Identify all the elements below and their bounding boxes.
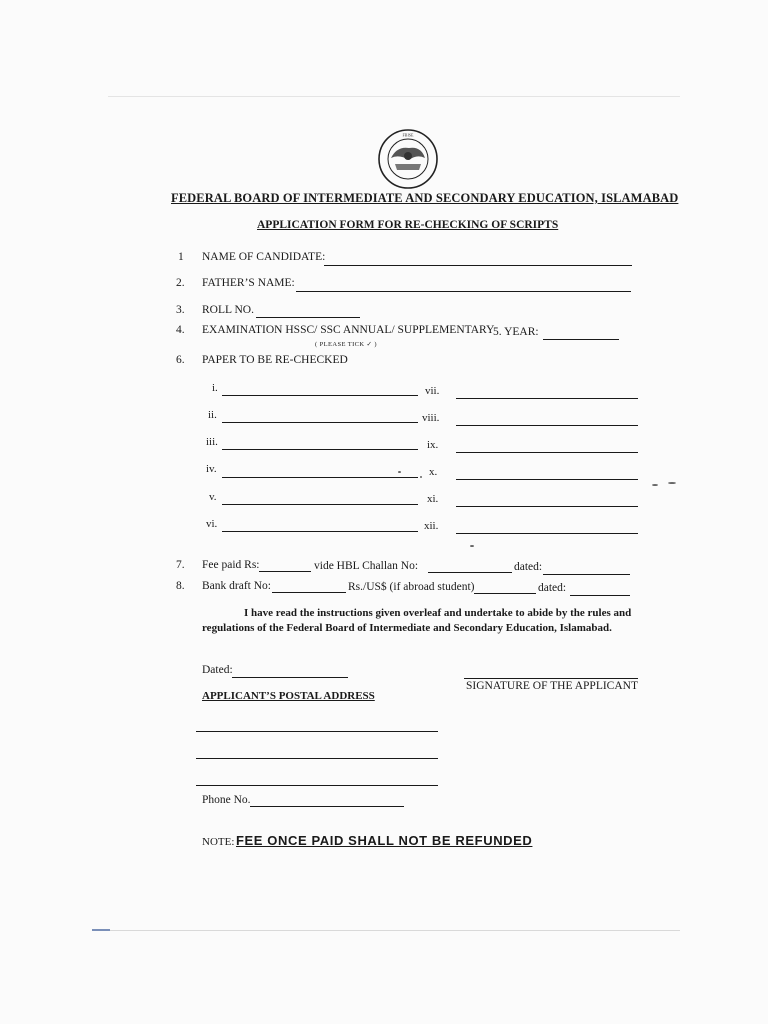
board-title: FEDERAL BOARD OF INTERMEDIATE AND SECONDARY EDUCATION, ISLAMABAD: [171, 191, 679, 205]
challan-no-label: vide HBL Challan No:: [314, 560, 419, 572]
paper-number: iv.: [206, 463, 217, 475]
scan-speck: [470, 545, 474, 547]
signature-label: SIGNATURE OF THE APPLICANT: [466, 680, 638, 692]
svg-text:FBISE: FBISE: [402, 132, 414, 138]
year-label: 5. YEAR:: [493, 326, 539, 338]
paper-field[interactable]: [456, 425, 638, 426]
field-number: 4.: [176, 324, 185, 336]
dated-field[interactable]: [232, 677, 348, 678]
fee-amount-field[interactable]: [259, 571, 311, 572]
challan-no-field[interactable]: [428, 572, 512, 573]
currency-label: Rs./US$ (if abroad student): [348, 581, 475, 593]
father-name-label: FATHER’S NAME:: [202, 277, 295, 289]
field-number: 6.: [176, 354, 185, 366]
bank-amount-field[interactable]: [474, 593, 536, 594]
field-number: 1: [178, 251, 184, 263]
paper-rechecked-label: PAPER TO BE RE-CHECKED: [202, 354, 348, 366]
candidate-name-field[interactable]: [324, 265, 632, 266]
field-number: 8.: [176, 580, 185, 592]
signature-field[interactable]: [464, 678, 638, 679]
paper-number: i.: [212, 382, 218, 394]
paper-number: vii.: [425, 385, 440, 397]
dated-label: Dated:: [202, 664, 233, 676]
address-line-field[interactable]: [196, 785, 438, 786]
bank-draft-label: Bank draft No:: [202, 580, 271, 592]
field-number: 3.: [176, 304, 185, 316]
note-label: NOTE:: [202, 836, 235, 848]
paper-field[interactable]: [456, 533, 638, 534]
address-line-field[interactable]: [196, 758, 438, 759]
paper-number: ii.: [208, 409, 217, 421]
field-number: 2.: [176, 277, 185, 289]
phone-label: Phone No.: [202, 794, 251, 806]
fee-dated-label: dated:: [514, 561, 543, 573]
paper-field[interactable]: [222, 531, 418, 532]
bank-draft-field[interactable]: [272, 592, 346, 593]
scan-speck: [398, 471, 401, 473]
scan-speck: [420, 476, 422, 478]
paper-field[interactable]: [222, 504, 418, 505]
field-number: 7.: [176, 559, 185, 571]
declaration-text: I have read the instructions given overleaf and undertake to abide by the rules and regulations of the Federal Board of Intermediate and Secondary Education, Islamabad.: [202, 607, 632, 634]
paper-number: xi.: [427, 493, 439, 505]
paper-field[interactable]: [222, 395, 418, 396]
paper-field[interactable]: [222, 422, 418, 423]
bank-dated-label: dated:: [538, 582, 567, 594]
address-line-field[interactable]: [196, 731, 438, 732]
fee-dated-field[interactable]: [543, 574, 630, 575]
paper-number: vi.: [206, 518, 218, 530]
paper-number: x.: [429, 466, 438, 478]
examination-label: EXAMINATION HSSC/ SSC ANNUAL/ SUPPLEMENTARY: [202, 324, 495, 336]
phone-field[interactable]: [250, 806, 404, 807]
paper-field[interactable]: [456, 506, 638, 507]
bank-dated-field[interactable]: [570, 595, 630, 596]
candidate-name-label: NAME OF CANDIDATE:: [202, 251, 326, 263]
paper-field[interactable]: [222, 449, 418, 450]
fee-paid-label: Fee paid Rs:: [202, 559, 260, 571]
father-name-field[interactable]: [296, 291, 631, 292]
roll-no-label: ROLL NO.: [202, 304, 254, 316]
scan-speck: [668, 482, 676, 484]
year-field[interactable]: [543, 339, 619, 340]
scan-speck: [652, 484, 658, 486]
roll-no-field[interactable]: [256, 317, 360, 318]
postal-address-label: APPLICANT’S POSTAL ADDRESS: [202, 690, 375, 702]
paper-number: iii.: [206, 436, 218, 448]
tick-note: ( PLEASE TICK ✓ ): [315, 341, 377, 348]
page-bottom-edge: [92, 930, 680, 931]
page-top-edge: [108, 96, 680, 97]
scan-edge-mark: [92, 929, 110, 931]
board-seal-logo: [377, 128, 439, 190]
paper-field[interactable]: [456, 479, 638, 480]
paper-number: ix.: [427, 439, 439, 451]
form-subtitle: APPLICATION FORM FOR RE-CHECKING OF SCRIPTS: [257, 219, 559, 231]
paper-field[interactable]: [222, 477, 418, 478]
paper-number: v.: [209, 491, 217, 503]
no-refund-note: FEE ONCE PAID SHALL NOT BE REFUNDED: [236, 833, 533, 848]
paper-field[interactable]: [456, 398, 638, 399]
paper-field[interactable]: [456, 452, 638, 453]
paper-number: xii.: [424, 520, 439, 532]
paper-number: viii.: [422, 412, 440, 424]
